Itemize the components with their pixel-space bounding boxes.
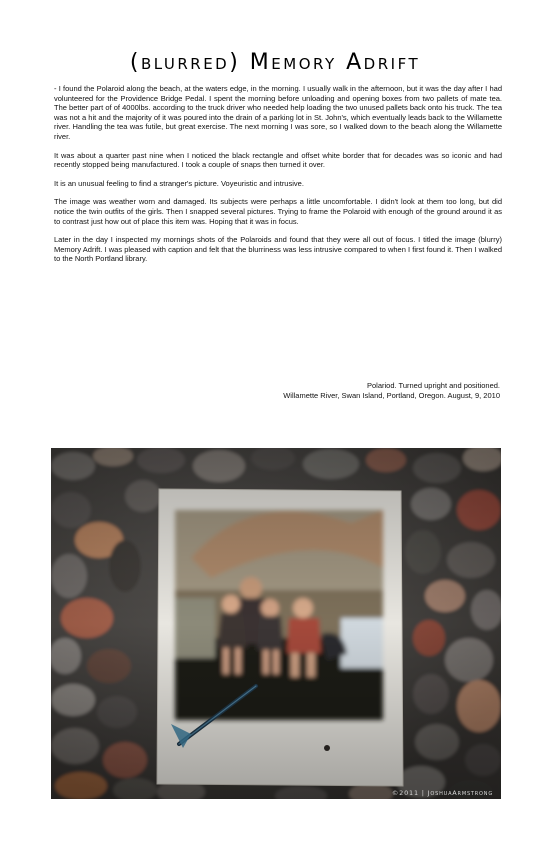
caption-line-2: Willamette River, Swan Island, Portland, Oregon. August, 9, 2010 bbox=[283, 391, 500, 400]
paragraph: - I found the Polaroid along the beach, at the waters edge, in the morning. I usually walk in the afternoon, but it was the day after I had volunteered for the Providence Bridge Pedal. I spent the morning before unloading and opening boxes from two pallets of mate tea. The better part of of 4000lbs. according to the truck driver who needed help loading the two unused pallets back onto his truck. The tea was not a hit and the majority of it was poured into the drain of a parking lot in St. John's, which eventually leads back to the Willamette river. Handling the tea was futile, but great exercise. The next morning I was sore, so I walked down to the beach along the Willamette river. bbox=[54, 84, 502, 141]
paragraph: It was about a quarter past nine when I noticed the black rectangle and offset white border that for decades was so iconic and had recently stopped being manufactured. I took a couple of snaps then turned it over. bbox=[54, 150, 502, 170]
paragraph: Later in the day I inspected my mornings shots of the Polaroids and found that they were all out of focus. I titled the image (blurry) Memory Adrift. I was pleased with caption and felt that the blurriness was less intrusive compared to when I first found it. Then I walked to the North Portland library. bbox=[54, 235, 502, 264]
paragraph: The image was weather worn and damaged. Its subjects were perhaps a little uncomfortable. I didn't look at them too long, but did notice the twin outfits of the girls. Then I snapped several pictures. Trying to frame the Polaroid with enough of the ground around it as to contrast just how out of place this item was. Hoping that it was in focus. bbox=[54, 197, 502, 226]
essay-body bbox=[54, 84, 502, 273]
page-title: (blurred) Memory Adrift bbox=[129, 50, 421, 75]
caption-line-1: Polariod. Turned upright and positioned. bbox=[366, 381, 500, 390]
polaroid-photograph bbox=[51, 448, 501, 799]
paragraph: It is an unusual feeling to find a stranger's picture. Voyeuristic and intrusive. bbox=[54, 178, 304, 188]
photo-caption bbox=[200, 381, 500, 401]
photo-illustration bbox=[51, 448, 501, 799]
photo-copyright: ©2011 | JoshuaArmstrong bbox=[391, 789, 493, 797]
